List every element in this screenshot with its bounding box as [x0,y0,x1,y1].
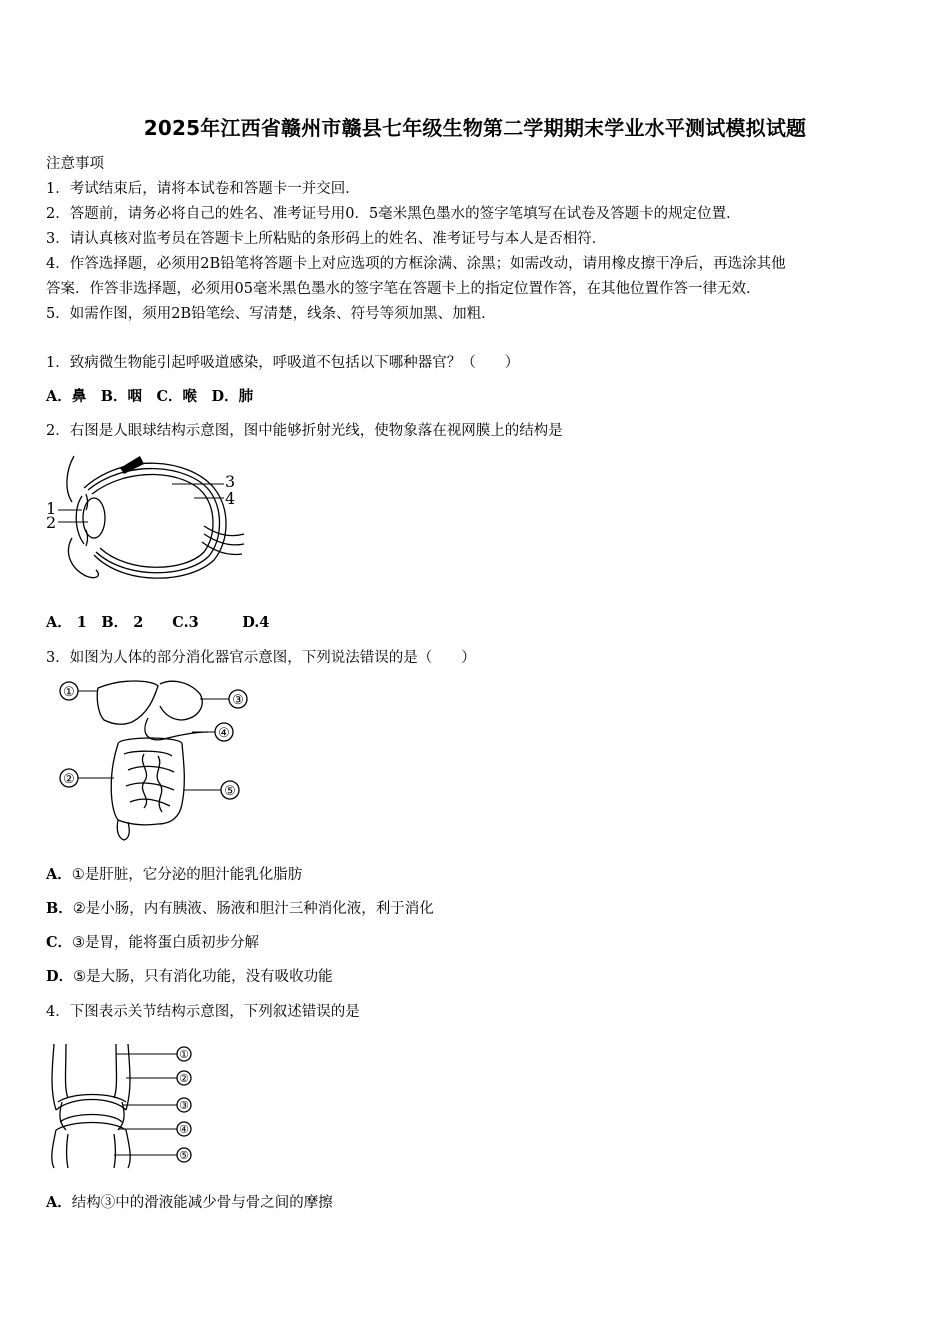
eye-label-1: 1 [46,499,57,518]
eye-label-4: 4 [225,489,236,508]
q3-option-a: A．①是肝脏，它分泌的胆汁能乳化脂肪 [46,866,303,883]
q3-stem: 3．如图为人体的部分消化器官示意图，下列说法错误的是（ ） [46,650,476,666]
notice-item: 4．作答选择题，必须用2B铅笔将答题卡上对应选项的方框涂满、涂黑；如需改动，请用橡皮擦干净后，再选涂其他 [46,256,786,272]
joint-label-4: ④ [179,1123,189,1136]
q3-option-b: B．②是小肠，内有胰液、肠液和胆汁三种消化液，利于消化 [46,900,434,917]
joint-diagram [42,1040,202,1172]
q1-options: A．鼻 B．咽 C．喉 D．肺 [46,388,254,405]
notice-item: 1．考试结束后，请将本试卷和答题卡一并交回． [46,181,360,197]
q3-option-d: D．⑤是大肠，只有消化功能，没有吸收功能 [46,968,333,985]
page-title: 2025年江西省赣州市赣县七年级生物第二学期期末学业水平测试模拟试题 [143,116,807,140]
joint-label-1: ① [179,1048,189,1061]
q2-options: A． 1 B． 2 C.3 D.4 [46,614,270,631]
joint-label-3: ③ [179,1099,189,1112]
digestive-label-2: ② [63,772,75,787]
digestive-label-5: ⑤ [224,784,236,799]
notice-item: 2．答题前，请务必将自己的姓名、准考证号用0．5毫米黑色墨水的签字笔填写在试卷及答题卡的规定位置． [46,206,741,222]
digestive-diagram [52,674,252,846]
joint-label-5: ⑤ [179,1149,189,1162]
q4-option-a: A．结构③中的滑液能减少骨与骨之间的摩擦 [46,1194,333,1211]
digestive-label-1: ① [63,685,75,700]
eye-diagram [44,450,254,590]
digestive-label-4: ④ [218,726,230,741]
q4-stem: 4．下图表示关节结构示意图，下列叙述错误的是 [46,1004,360,1020]
notice-item: 5．如需作图，须用2B铅笔绘、写清楚，线条、符号等须加黑、加粗． [46,306,496,322]
notice-item: 答案．作答非选择题，必须用05毫米黑色墨水的签字笔在答题卡上的指定位置作答，在其他位置作答一律无效． [46,281,761,297]
q2-stem: 2．右图是人眼球结构示意图，图中能够折射光线，使物象落在视网膜上的结构是 [46,423,563,439]
eye-label-2: 2 [46,513,57,532]
digestive-label-3: ③ [232,693,244,708]
q3-option-c: C．③是胃，能将蛋白质初步分解 [46,934,260,951]
eye-label-3: 3 [225,472,236,491]
notice-heading: 注意事项 [46,156,104,172]
q1-stem: 1．致病微生物能引起呼吸道感染，呼吸道不包括以下哪种器官？（ ） [46,355,520,371]
joint-label-2: ② [179,1072,189,1085]
notice-item: 3．请认真核对监考员在答题卡上所粘贴的条形码上的姓名、准考证号与本人是否相符． [46,231,607,247]
